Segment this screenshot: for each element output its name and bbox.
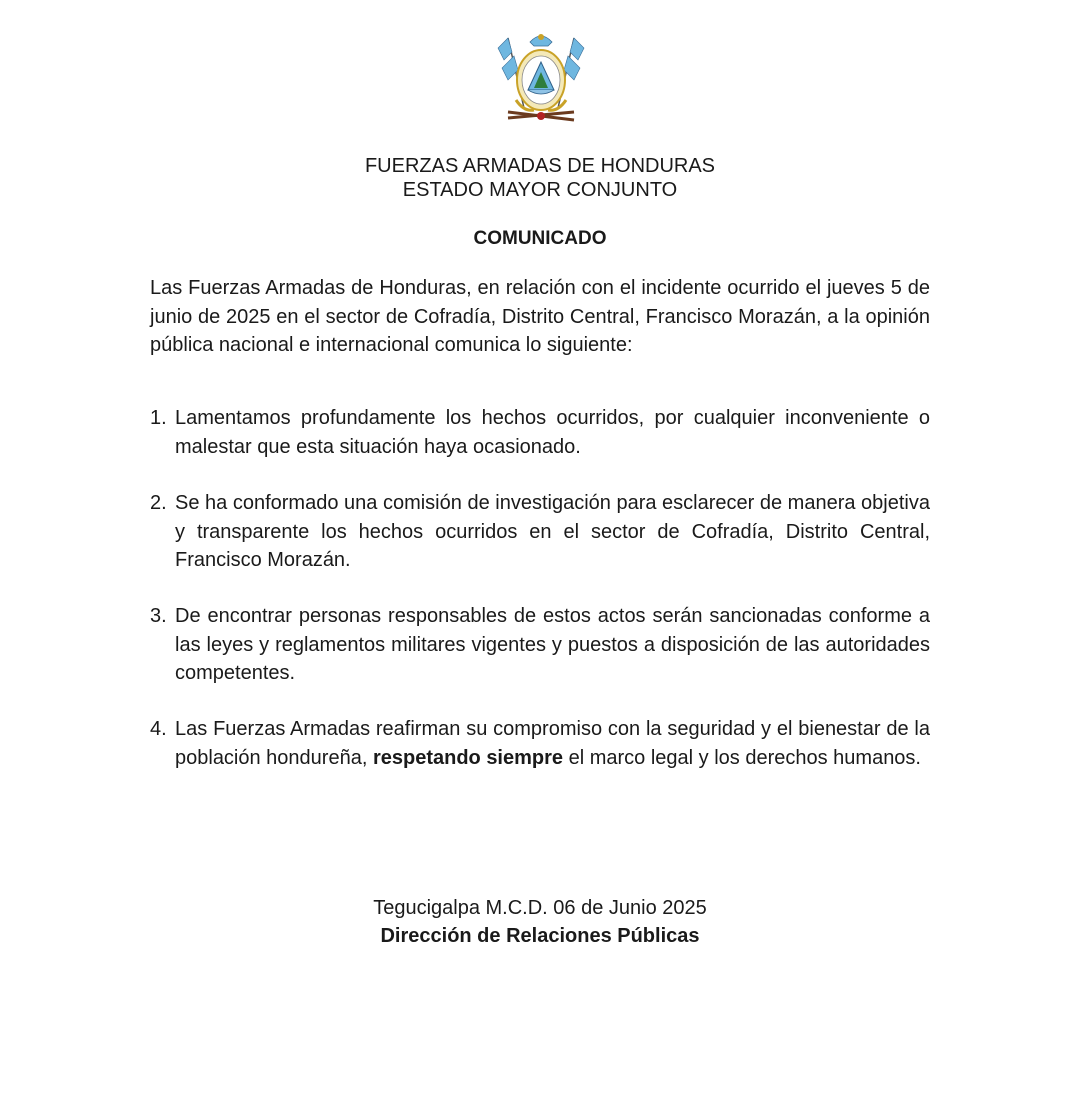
list-item-text-part: el marco legal y los derechos humanos. [563,746,921,769]
document-title: COMUNICADO [473,228,607,249]
organization-name: FUERZAS ARMADAS DE HONDURAS [364,155,716,177]
list-item-number: 4. [150,718,167,740]
list-item-text: De encontrar personas responsables de estos actos serán sancionadas conforme a las leyes y reglamentos militares vigentes y puestos a disposición de las autoridades competentes. [175,605,930,684]
list-item-text-part: Las Fuerzas Armadas reafirman su compromiso con la seguridad y el bienestar de la población hondureña, [175,718,930,769]
list-item-text [175,715,930,772]
department-name: ESTADO MAYOR CONJUNTO [402,179,678,201]
intro-paragraph: Las Fuerzas Armadas de Honduras, en relación con el incidente ocurrido el jueves 5 de junio de 2025 en el sector de Cofradía, Distrito Central, Francisco Morazán, a la opinión pública nacional e internacional comunica lo siguiente: [150,277,930,356]
list-item [150,602,930,688]
list-item-text: Lamentamos profundamente los hechos ocurridos, por cualquier inconveniente o malestar que esta situación haya ocasionado. [175,407,930,458]
emphasis-text: respetando siempre [372,746,564,769]
list-item [150,715,930,772]
issuing-office: Dirección de Relaciones Públicas [380,925,700,947]
list-item-number: 1. [150,407,167,429]
list-item-number: 2. [150,492,167,514]
list-item [150,404,930,461]
list-item-text: Se ha conformado una comisión de investigación para esclarecer de manera objetiva y transparente los hechos ocurridos en el sector de Cofradía, Distrito Central, Francisco Morazán. [175,492,930,571]
list-item-number: 3. [150,605,167,627]
coat-of-arms-icon [494,28,588,130]
place-and-date: Tegucigalpa M.C.D. 06 de Junio 2025 [373,897,707,919]
list-item [150,489,930,575]
